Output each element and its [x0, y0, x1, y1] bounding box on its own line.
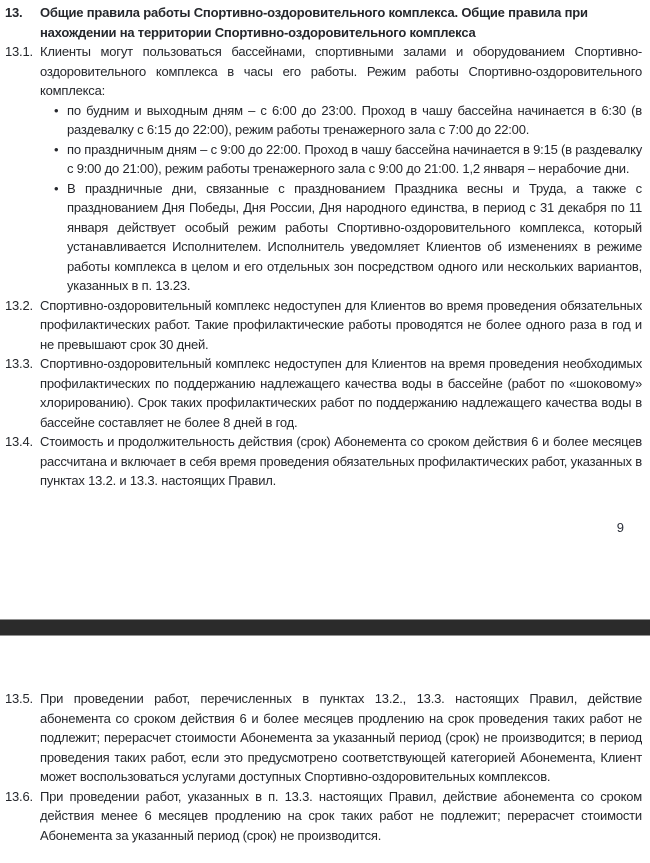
bullet-icon: •	[54, 102, 59, 118]
clause-13-4	[5, 432, 642, 491]
bullet-icon: •	[54, 180, 59, 196]
bullet-text: по будним и выходным дням – с 6:00 до 23:00. Проход в чашу бассейна начинается в 6:30 (в раздевалку с 6:15 до 22:00), режим работы тренажерного зала с 7:00 до 22:00.	[67, 102, 642, 137]
section-title: Общие правила работы Спортивно-оздоровительного комплекса. Общие правила при нахождении на территории Спортивно-оздоровительного комплекса	[40, 5, 588, 40]
clause-text: Стоимость и продолжительность действия (срок) Абонемента со сроком действия 6 и более месяцев рассчитана и включает в себя время проведения обязательных профилактических работ, указанных в пунктах 13.2. и 13.3. настоящих Правил.	[40, 434, 642, 488]
bullet-item	[40, 179, 642, 296]
bullet-icon: •	[54, 141, 59, 157]
clause-text: При проведении работ, указанных в п. 13.3. настоящих Правил, действие абонемента со сроком действия менее 6 месяцев продлению на срок таких работ не подлежит; перерасчет стоимости Абонемента за указанный период (срок) не производится.	[40, 788, 642, 843]
clause-number: 13.	[5, 5, 23, 20]
clause-13-3	[5, 354, 642, 432]
clause-number: 13.3.	[5, 356, 33, 371]
clause-body	[40, 42, 642, 296]
bullet-item	[40, 101, 642, 140]
clause-13-2	[5, 296, 642, 355]
page-10	[0, 636, 650, 845]
page-number: 9	[616, 519, 624, 535]
clause-text: Спортивно-оздоровительный комплекс недоступен для Клиентов во время проведения обязательных профилактических работ. Такие профилактические работы проводятся не более одного раза в год и не превышают срок 30 дней.	[40, 297, 642, 352]
clause-text: При проведении работ, перечисленных в пунктах 13.2., 13.3. настоящих Правил, действие абонемента со сроком действия 6 и более месяцев продлению на срок проведения таких работ не подлежит; перерасчет стоимости Абонемента за указанный период (срок) не производится; в период проведения таких работ, если это предусмотрено соответствующей категорией Абонемента, Клиент может воспользоваться услугами доступных Спортивно-оздоровительных комплексов.	[40, 691, 642, 784]
bullet-item	[40, 140, 642, 179]
bullet-list	[40, 101, 642, 296]
clause-text: Спортивно-оздоровительный комплекс недоступен для Клиентов на время проведения необходимых профилактических по поддержанию надлежащего качества воды в бассейне (работ по «шоковому» хлорированию). Срок таких профилактических работ по поддержанию надлежащего качества воды в бассейне составляет не более 8 дней в год.	[40, 356, 642, 430]
clause-number: 13.1.	[5, 44, 33, 59]
clause-number: 13.2.	[5, 297, 33, 313]
bullet-text: по праздничным дням – с 9:00 до 22:00. Проход в чашу бассейна начинается в 9:15 (в раздевалку с 9:00 до 21:00), режим работы тренажерного зала с 9:00 до 21:00. 1,2 января – нерабочие дни.	[67, 141, 643, 176]
clause-text: Клиенты могут пользоваться бассейнами, спортивными залами и оборудованием Спортивно-оздоровительного комплекса в часы его работы. Режим работы Спортивно-оздоровительного комплекса:	[40, 44, 642, 98]
bullet-text: В праздничные дни, связанные с празднованием Праздника весны и Труда, а также с празднованием Дня Победы, Дня России, Дня народного единства, в период с 31 декабря по 11 января действует особый режим работы Спортивно-оздоровительного комплекса, который устанавливается Исполнителем. Исполнитель уведомляет Клиентов об изменениях в режиме работы комплекса в целом и его отдельных зон посредством одного или нескольких вариантов, указанных в п. 13.23.	[67, 180, 642, 293]
page-separator	[0, 619, 650, 636]
clause-13-1	[5, 42, 642, 296]
clause-number: 13.5.	[5, 691, 33, 706]
clause-13-6	[5, 787, 642, 846]
clause-number: 13.6.	[5, 788, 33, 804]
clause-13-5	[5, 689, 642, 787]
clause-number: 13.4.	[5, 434, 33, 449]
section-13-heading	[5, 3, 642, 42]
